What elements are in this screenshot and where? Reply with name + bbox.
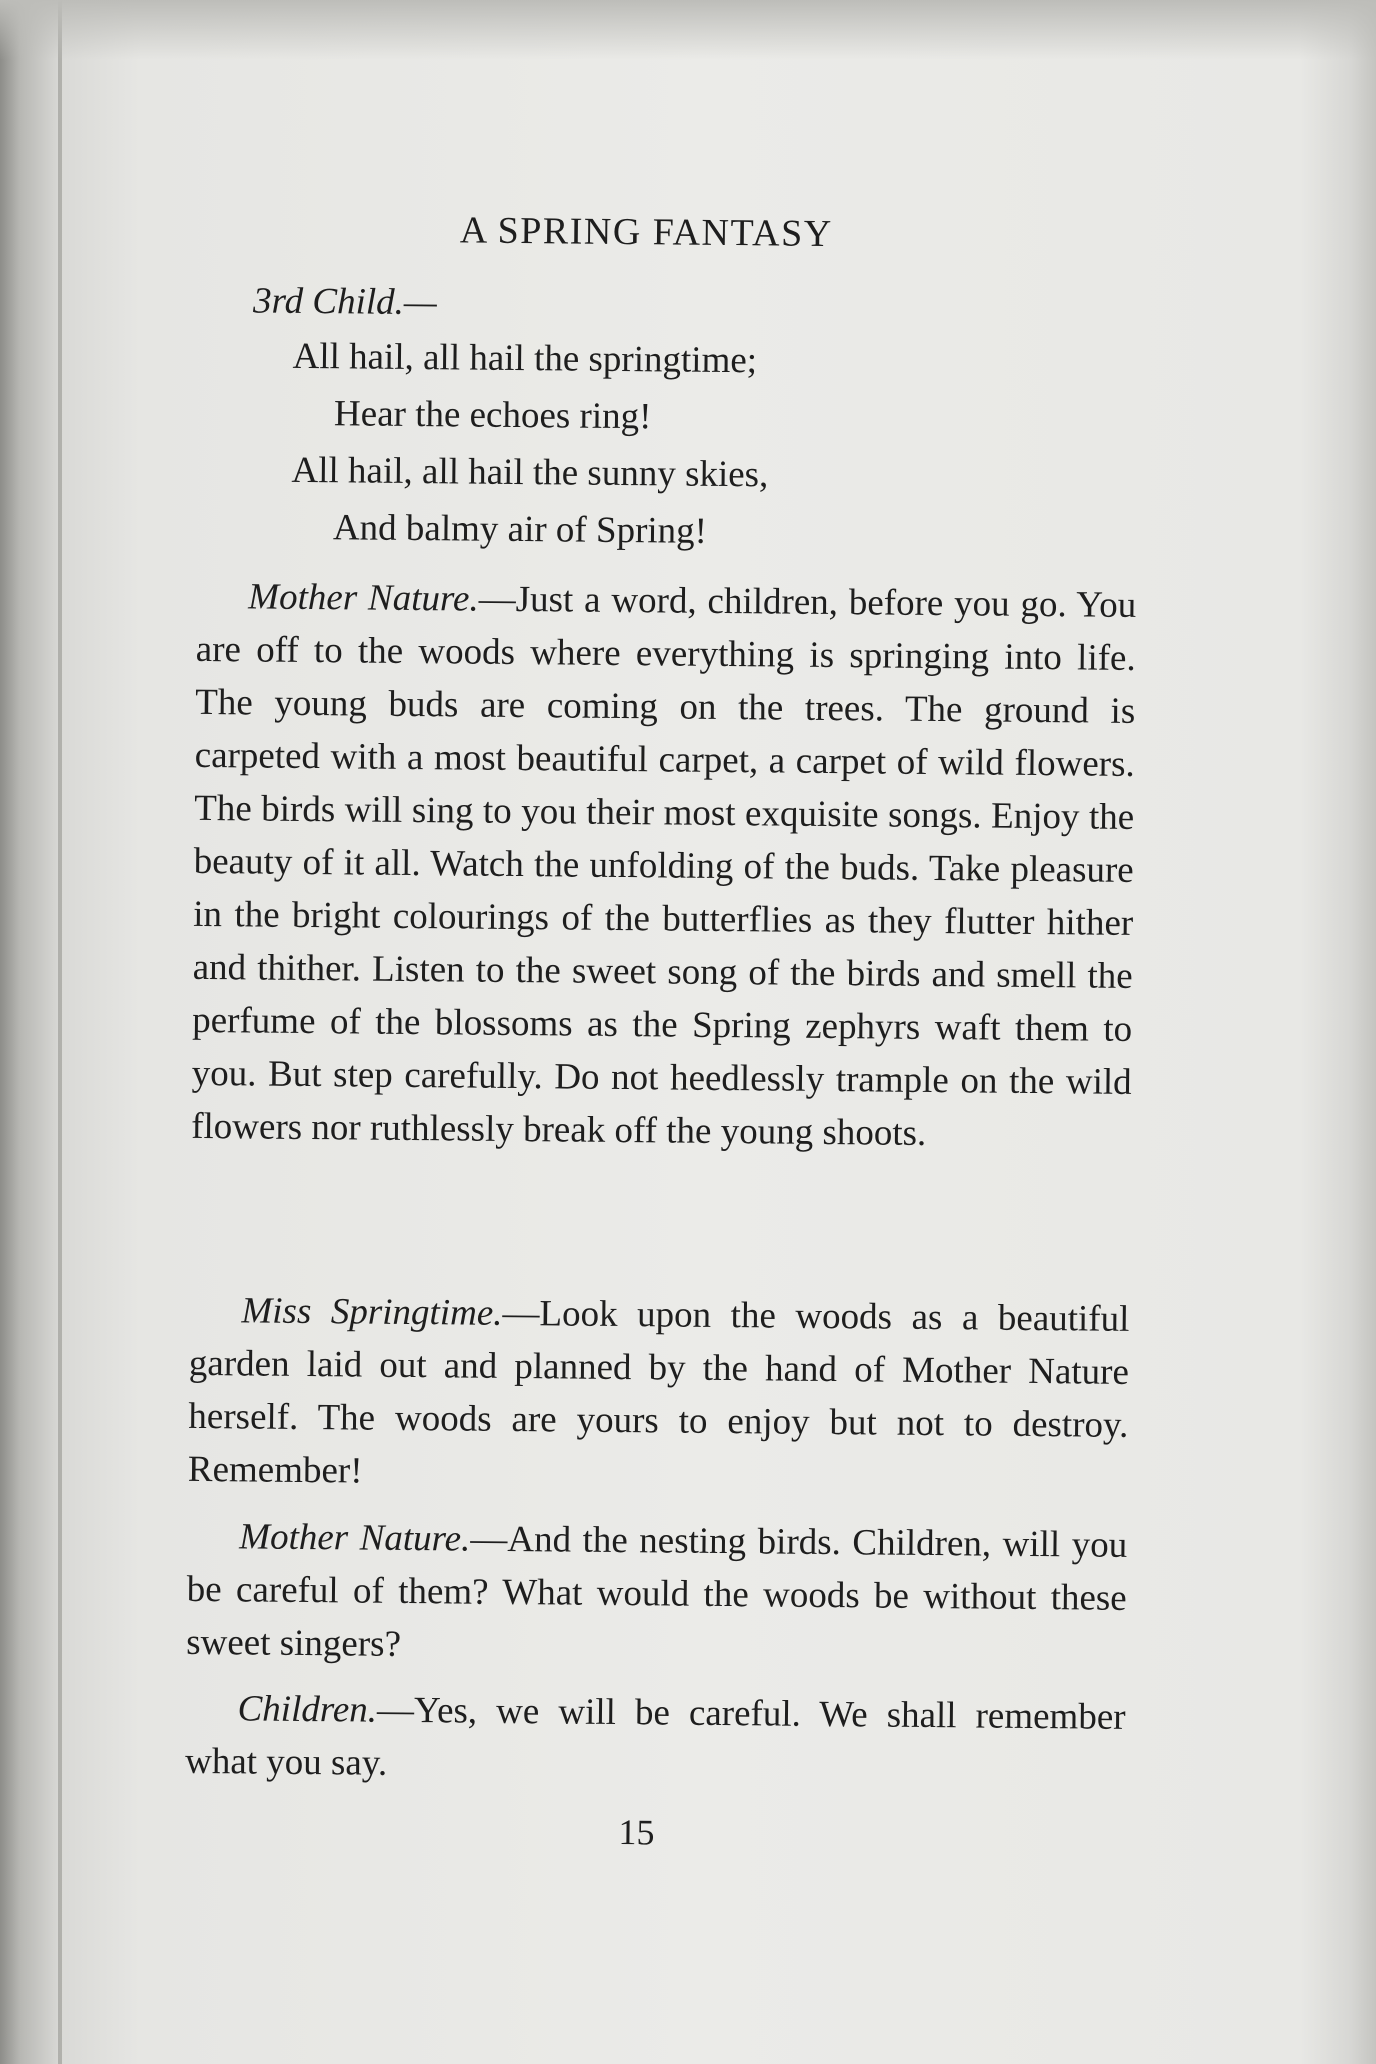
speech-text: —Just a word, children, before you go. You are off to the woods where everything is springing into life. The young buds are coming on the trees. The ground is carpeted with a most beautiful carpet, a carpet of wild flowers. The birds will sing to you their most exquisite songs. Enjoy the beauty of it all. Watch the unfolding of the buds. Take pleasure in the bright colourings of the butterflies as they flutter hither and thither. Listen to the sweet song of the birds and smell the perfume of the blossoms as the Spring zephyrs waft them to you. But step carefully. Do not heedlessly trample on the wild flowers nor ruthlessly break off the young shoots. — [190, 578, 1137, 1154]
speech-text: —Look upon the woods as a beautiful garden laid out and planned by the hand of Mother Nature herself. The woods are yours to enjoy but not to destroy. Remember! — [187, 1292, 1130, 1492]
speech-text: —Yes, we will be careful. We shall remember what you say. — [184, 1689, 1126, 1784]
paragraph-children — [185, 1682, 1126, 1797]
speaker-name: Mother Nature. — [248, 576, 479, 620]
verse-line: And balmy air of Spring! — [332, 507, 708, 552]
paragraph-miss-springtime — [188, 1284, 1130, 1505]
paragraph-mother-nature-2 — [186, 1510, 1127, 1678]
speaker-name: Mother Nature. — [239, 1516, 471, 1560]
verse-line: All hail, all hail the springtime; — [292, 335, 758, 382]
speaker-3rd-child: 3rd Child.— — [252, 280, 437, 324]
paragraph-mother-nature — [191, 570, 1137, 1162]
speaker-name: Miss Springtime. — [241, 1290, 503, 1334]
verse-line: Hear the echoes ring! — [333, 393, 652, 438]
speech-text: —And the nesting birds. Children, will you be careful of them? What would the woods be without these sweet singers? — [186, 1518, 1128, 1665]
verse-line: All hail, all hail the sunny skies, — [291, 449, 769, 496]
verse — [291, 330, 770, 563]
running-head: A SPRING FANTASY — [459, 209, 833, 256]
speaker-name: Children. — [237, 1688, 378, 1731]
page-number: 15 — [618, 1812, 655, 1853]
